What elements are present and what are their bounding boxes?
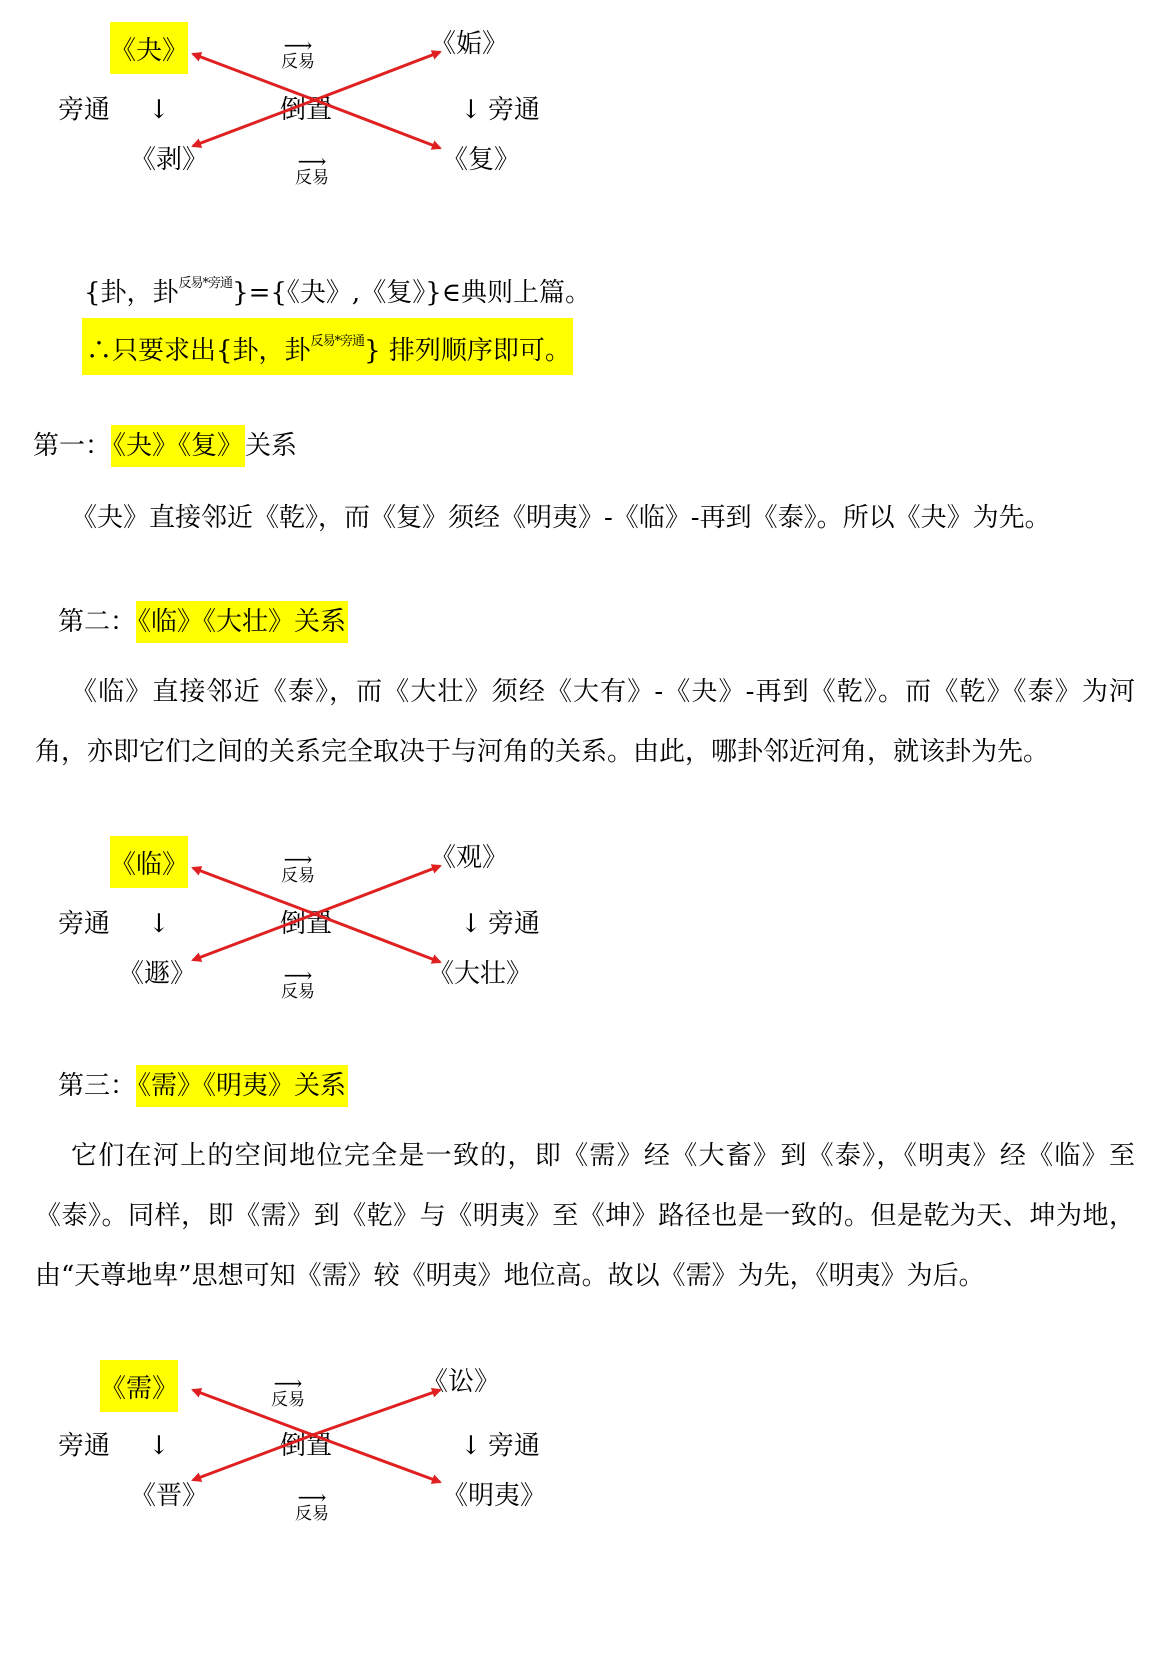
top-left-hexagram: 《夬》	[110, 22, 188, 74]
bottom-fanyi-label: ⟶ 反易	[286, 154, 338, 188]
center-inversion-label: 倒置	[280, 909, 333, 939]
bottom-fanyi-label: ⟶ 反易	[272, 968, 324, 1002]
right-pangtong-label: 旁通	[488, 95, 541, 125]
down-arrow-icon: ↓	[460, 95, 482, 125]
right-arrow-icon: ⟶	[283, 963, 313, 987]
arrow-to-top-right	[320, 866, 440, 912]
top-fanyi-label: ⟶ 反易	[272, 852, 324, 886]
arrow-to-bottom-right	[320, 916, 440, 962]
top-fanyi-label: ⟶ 反易	[262, 1376, 314, 1410]
section-2-highlight: 《临》《大壮》关系	[136, 601, 348, 643]
section-2-body: 《临》直接邻近《泰》，而《大壮》须经《大有》-《夬》-再到《乾》。而《乾》《泰》为河角，亦即它们之间的关系完全取决于与河角的关系。由此，哪卦邻近河角，就该卦为先。	[35, 677, 1135, 767]
arrow-to-bottom-left	[193, 912, 320, 960]
formula-line: {卦，卦$^{反易*旁通}$}={《夬》,《复》}∈典则上篇。	[84, 276, 591, 308]
section-1-highlight: 《夬》《复》	[111, 425, 245, 467]
top-left-hexagram: 《需》	[100, 1360, 178, 1412]
bottom-left-hexagram: 《晋》	[130, 1481, 209, 1511]
diagram-1-cross	[193, 52, 440, 148]
top-right-hexagram: 《姤》	[430, 29, 509, 59]
diagram-3-cross	[193, 1390, 440, 1482]
top-left-hexagram: 《临》	[110, 836, 188, 888]
right-pangtong-label: 旁通	[488, 1431, 541, 1461]
section-1-heading: 第一：《夬》《复》关系	[33, 428, 297, 464]
section-3-highlight: 《需》《明夷》关系	[136, 1065, 348, 1107]
bottom-left-hexagram: 《遯》	[118, 959, 197, 989]
section-3-body: 它们在河上的空间地位完全是一致的，即《需》经《大畜》到《泰》，《明夷》经《临》至《泰》。同样，即《需》到《乾》与《明夷》至《坤》路径也是一致的。但是乾为天、坤为地，由“天尊地卑”思想可知《需》较《明夷》地位高。故以《需》为先，《明夷》为后。	[35, 1141, 1135, 1291]
arrow-to-bottom-right	[318, 1437, 440, 1482]
down-arrow-icon: ↓	[148, 1431, 170, 1461]
section-3-heading: 第三：《需》《明夷》关系	[58, 1068, 348, 1104]
left-pangtong-label: 旁通	[58, 1431, 111, 1461]
left-pangtong-label: 旁通	[58, 909, 111, 939]
right-arrow-icon: ⟶	[283, 33, 313, 57]
down-arrow-icon: ↓	[460, 909, 482, 939]
center-inversion-label: 倒置	[280, 1431, 333, 1461]
right-arrow-icon: ⟶	[273, 1371, 303, 1395]
top-fanyi-label: ⟶ 反易	[272, 38, 324, 72]
down-arrow-icon: ↓	[148, 95, 170, 125]
arrow-to-top-right	[318, 1390, 440, 1433]
arrow-to-top-left	[193, 868, 320, 916]
right-pangtong-label: 旁通	[488, 909, 541, 939]
arrow-to-top-left	[193, 1390, 318, 1437]
right-arrow-icon: ⟶	[297, 1485, 327, 1509]
conclusion-superscript: 反易*旁通	[310, 334, 365, 349]
conclusion-line: ∴只要求出{卦，卦$^{反易*旁通}$} 排列顺序即可。	[82, 318, 573, 375]
arrow-to-bottom-left	[193, 1433, 318, 1480]
arrow-to-top-right	[320, 52, 440, 98]
diagram-2-cross	[193, 866, 440, 962]
down-arrow-icon: ↓	[460, 1431, 482, 1461]
formula-superscript: 反易*旁通	[178, 276, 233, 291]
bottom-right-hexagram: 《复》	[442, 145, 521, 175]
left-pangtong-label: 旁通	[58, 95, 111, 125]
arrow-to-top-left	[193, 54, 320, 102]
right-arrow-icon: ⟶	[297, 149, 327, 173]
bottom-right-hexagram: 《大壮》	[428, 959, 533, 989]
section-2-heading: 第二：《临》《大壮》关系	[58, 604, 348, 640]
arrow-to-bottom-left	[193, 98, 320, 146]
bottom-left-hexagram: 《剥》	[130, 145, 209, 175]
bottom-fanyi-label: ⟶ 反易	[286, 1490, 338, 1524]
bottom-right-hexagram: 《明夷》	[442, 1481, 547, 1511]
top-right-hexagram: 《讼》	[422, 1367, 501, 1397]
top-right-hexagram: 《观》	[430, 843, 509, 873]
center-inversion-label: 倒置	[280, 95, 333, 125]
down-arrow-icon: ↓	[148, 909, 170, 939]
section-1-body: 《夬》直接邻近《乾》，而《复》须经《明夷》-《临》-再到《泰》。所以《夬》为先。	[71, 503, 1051, 533]
right-arrow-icon: ⟶	[283, 847, 313, 871]
arrow-to-bottom-right	[320, 102, 440, 148]
